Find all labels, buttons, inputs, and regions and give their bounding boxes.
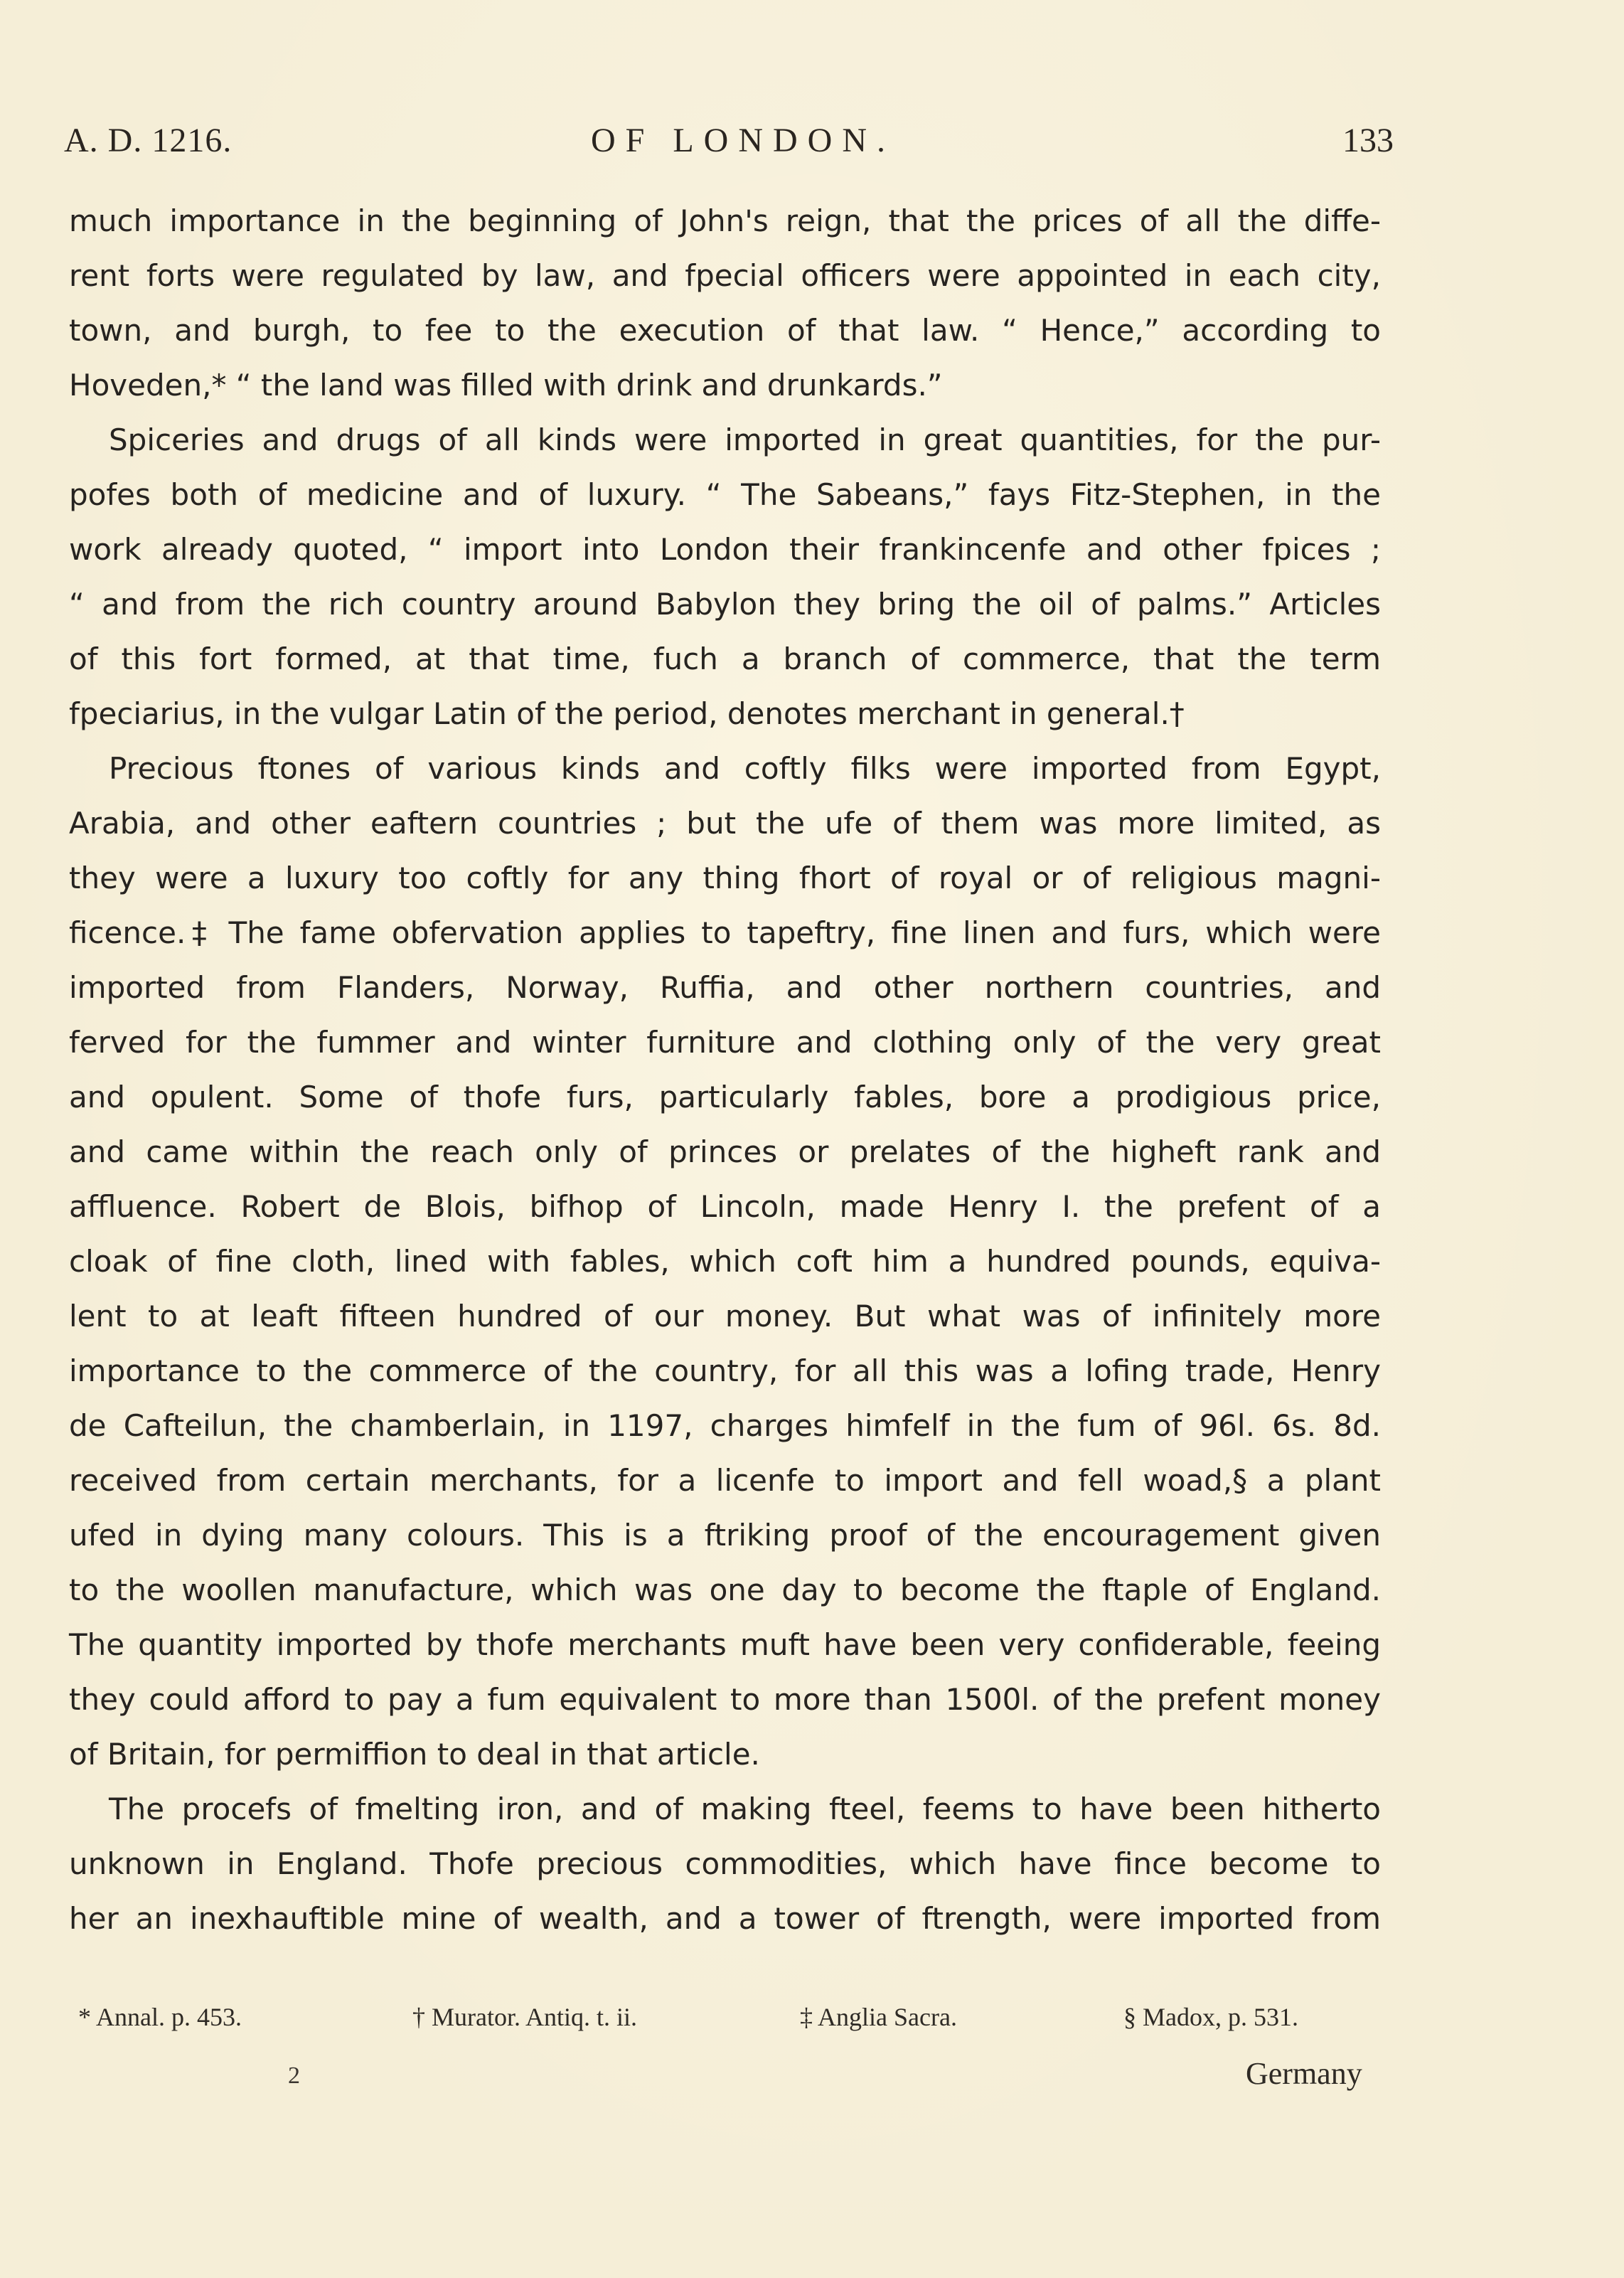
- text-line: affluence. Robert de Blois, bifhop of Lincoln, made Henry I. the prefent of a: [69, 1189, 1381, 1224]
- text-line: The quantity imported by thofe merchants muft have been very confiderable, feeing: [69, 1627, 1381, 1662]
- running-head: [64, 121, 1394, 171]
- header-title: OF LONDON.: [591, 122, 895, 159]
- text-line: received from certain merchants, for a licenfe to import and fell woad,§ a plant: [69, 1463, 1381, 1498]
- footnote: ‡ Anglia Sacra.: [800, 2003, 957, 2031]
- text-line: de Cafteilun, the chamberlain, in 1197, charges himfelf in the fum of 96l. 6s. 8d.: [69, 1408, 1381, 1443]
- footnotes: [78, 2002, 1358, 2038]
- text-line: and opulent. Some of thofe furs, particularly fables, bore a prodigious price,: [69, 1080, 1381, 1114]
- text-line: pofes both of medicine and of luxury. “ The Sabeans,” fays Fitz-Stephen, in the: [69, 477, 1381, 512]
- text-line: cloak of fine cloth, lined with fables, which coft him a hundred pounds, equiva-: [69, 1244, 1381, 1279]
- text-line: rent forts were regulated by law, and fpecial officers were appointed in each city,: [69, 258, 1381, 293]
- header-year: A. D. 1216.: [64, 122, 233, 159]
- text-line: Hoveden,* “ the land was filled with drink and drunkards.”: [69, 368, 943, 403]
- text-line: lent to at leaft fifteen hundred of our money. But what was of infinitely more: [69, 1299, 1381, 1334]
- catchword: Germany: [1246, 2056, 1362, 2091]
- footnote: § Madox, p. 531.: [1123, 2003, 1298, 2031]
- body-text: [69, 193, 1381, 1946]
- page-number: 133: [1342, 122, 1394, 159]
- text-line: Precious ftones of various kinds and coftly filks were imported from Egypt,: [109, 751, 1381, 786]
- text-line: fpeciarius, in the vulgar Latin of the period, denotes merchant in general.†: [69, 696, 1185, 731]
- text-line: importance to the commerce of the country, for all this was a lofing trade, Henry: [69, 1353, 1381, 1388]
- text-line: ficence.‡ The fame obfervation applies to tapeftry, fine linen and furs, which were: [69, 915, 1381, 950]
- text-line: her an inexhauftible mine of wealth, and a tower of ftrength, were imported from: [69, 1901, 1381, 1936]
- text-line: ufed in dying many colours. This is a ftriking proof of the encouragement given: [69, 1518, 1381, 1553]
- text-line: and came within the reach only of princes or prelates of the higheft rank and: [69, 1134, 1381, 1169]
- text-line: “ and from the rich country around Babylon they bring the oil of palms.” Articles: [69, 587, 1381, 622]
- footnote: † Murator. Antiq. t. ii.: [412, 2003, 638, 2031]
- signature-mark: 2: [288, 2063, 300, 2089]
- text-line: they were a luxury too coftly for any thing fhort of royal or of religious magni-: [69, 861, 1381, 895]
- text-line: of Britain, for permiffion to deal in that article.: [69, 1737, 760, 1772]
- footnote: * Annal. p. 453.: [78, 2003, 242, 2031]
- text-line: The procefs of fmelting iron, and of making fteel, feems to have been hitherto: [109, 1792, 1381, 1826]
- text-line: work already quoted, “ import into London their frankincenfe and other fpices ;: [69, 532, 1381, 567]
- text-line: Spiceries and drugs of all kinds were imported in great quantities, for the pur-: [109, 422, 1381, 457]
- text-line: ferved for the fummer and winter furniture and clothing only of the very great: [69, 1025, 1381, 1060]
- text-line: to the woollen manufacture, which was one day to become the ftaple of England.: [69, 1572, 1381, 1607]
- text-line: town, and burgh, to fee to the execution of that law. “ Hence,” according to: [69, 313, 1381, 348]
- text-line: imported from Flanders, Norway, Ruffia, and other northern countries, and: [69, 970, 1381, 1005]
- text-line: they could afford to pay a fum equivalent to more than 1500l. of the prefent money: [69, 1682, 1381, 1717]
- text-line: unknown in England. Thofe precious commodities, which have fince become to: [69, 1846, 1381, 1881]
- text-line: much importance in the beginning of John's reign, that the prices of all the diffe-: [69, 203, 1381, 238]
- text-line: Arabia, and other eaftern countries ; but the ufe of them was more limited, as: [69, 806, 1381, 841]
- text-line: of this fort formed, at that time, fuch a branch of commerce, that the term: [69, 642, 1381, 676]
